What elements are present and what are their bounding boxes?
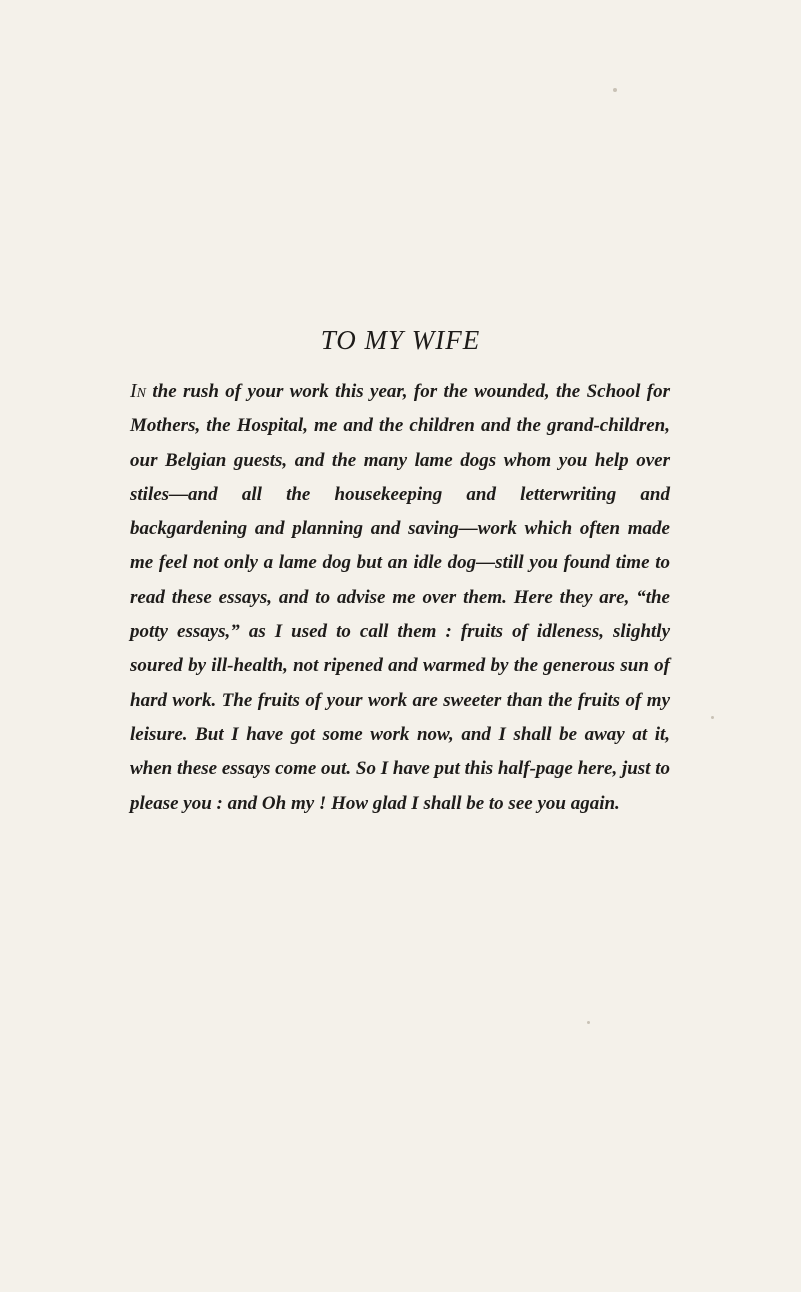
paper-speck xyxy=(587,1021,590,1024)
paper-speck xyxy=(613,88,617,92)
dedication-text: the rush of your work this year, for the wounded, the School for Mothers, the Hospital, me and the children and the grand-children, our Belgian guests, and the many lame dogs whom you help over stiles—and all the housekeeping and letterwriting and backgardening and planning and saving—work which often made me feel not only a lame dog but an idle dog—still you found time to read these essays, and to advise me over them. Here they are, “the potty essays,” as I used to call them : fruits of idleness, slightly soured by ill-health, not ripened and warmed by the generous sun of hard work. The fruits of your work are sweeter than the fruits of my leisure. But I have got some work now, and I shall be away at it, when these essays come out. So I have put this half-page here, just to please you : and Oh my ! How glad I shall be to see you again. xyxy=(130,381,671,814)
paper-speck xyxy=(711,716,714,719)
dedication-heading: TO MY WIFE xyxy=(320,325,481,355)
dedication-lead-word: In xyxy=(130,380,146,402)
dedication-paragraph xyxy=(130,374,670,821)
